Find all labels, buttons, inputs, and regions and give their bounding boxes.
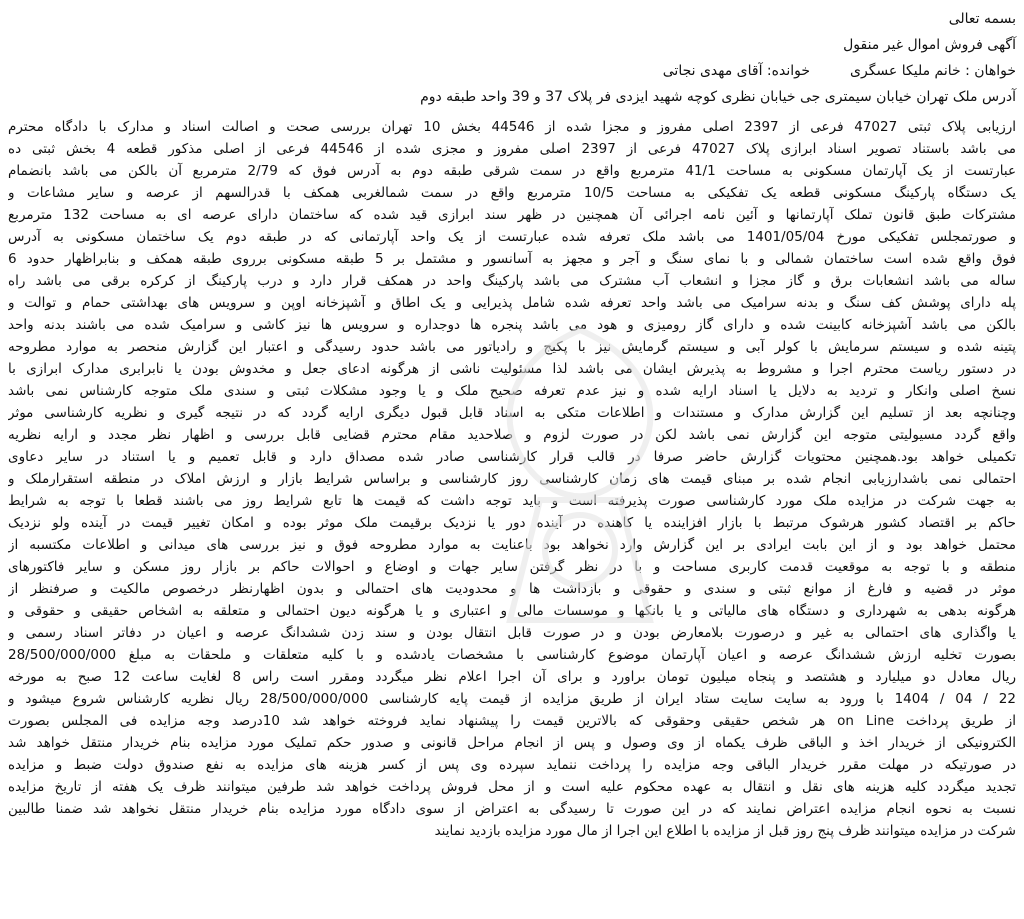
body-line: نسبت به نحوه انجام مزایده اعتراض نمایند که در این صورت تا رسیدگی به اعتراض از سوی دادگاه مورد مزایده بنام خریدار منتقل نخواهد شد ضمنا طالبین xyxy=(8,801,1016,817)
body-line: می باشد باستناد تصویر اسناد ابرازی پلاک 47027 فرعی از 2397 اصلی مفروز و مجزی شده از 44546 فرعی از اصلی مذکور قطعه 4 بخش ثبتی ده xyxy=(8,141,1016,157)
body-line: احتمالی نمی باشدارزیابی انجام شده بر مبنای قیمت های زمان کارشناسی روز کارشناسی و براساس شرایط بازار و ارزش املاک در منطقه استقرارملک و xyxy=(8,471,1016,487)
notice-title: آگهی فروش اموال غیر منقول xyxy=(843,37,1016,53)
defendant: خوانده: آقای مهدی نجاتی xyxy=(662,63,811,79)
body-line: وچنانچه بعد از تسلیم این گزارش مدارک و مستندات و اطلاعات متکی به اسناد قابل قبول دیگری ارایه گردد که در نتیجه گیری و نظریه کارشناسی موثر xyxy=(8,405,1016,421)
parties-line xyxy=(8,58,1016,84)
body-line: در دستور ریاست محترم اجرا و مشروط به پذیرش ایشان می باشد لذا مسئولیت ناشی از هرگونه ادعای جعل و مخدوش بودن یا نابرابری مدارک ابرازی با xyxy=(8,361,1016,377)
body-line: پله دارای پوشش کف سنگ و بدنه سرامیک می باشد واحد تعرفه شده شامل پذیرایی و یک اطاق و آشپزخانه اوپن و سرویس های بهداشتی حمام و توالت و xyxy=(8,295,1016,311)
body-line: فوق واقع شده است ساختمان شمالی و با نمای سنگ و آجر و مجهز به آسانسور و مشتمل بر 5 طبقه مسکونی برروی طبقه همکف و بنابراظهار حدود 6 xyxy=(8,251,1016,267)
body-line: منطقه و با توجه به موقعیت قدمت کاربری مساحت و با در نظر گرفتن سایر جهات و اوضاع و احوالات حاکم بر بازار روز مسکن و سایر فاکتورهای xyxy=(8,559,1016,575)
body-line: ساله می باشد انشعابات برق و گاز مجزا و انشعاب آب مشترک می باشد پارکینگ واحد در همکف قرار دارد و درب پارکینگ از کرکره برقی می باشد راه xyxy=(8,273,1016,289)
body-line: از طریق پرداخت on Line هر شخص حقیقی وحقوقی که بالاترین قیمت را پیشنهاد نماید فروخته خواهد شد 10درصد وجه مزایده فی المجلس بصورت xyxy=(8,713,1016,729)
body-line: ریال معادل دو میلیارد و هشتصد و پنجاه میلیون تومان براورد و برای آن اجرا اعلام نظر میگردد ومقرر است راس 8 لغایت ساعت 12 صبح به مورخه xyxy=(8,669,1016,685)
plaintiff: خواهان : خانم ملیکا عسگری xyxy=(850,63,1016,79)
body-line: و صورتمجلس تفکیکی مورخ 1401/05/04 می باشد ملک تعرفه شده عبارتست از یک واحد آپارتمانی که در طبقه دوم یک ساختمان مسکونی به آدرس xyxy=(8,229,1016,245)
body-line: تجدید میگردد کلیه هزینه های نقل و انتقال به عهده محکوم علیه است و از محل فروش پرداخت خواهد شد طرفین میتوانند ظرف یک هفته از تاریخ مزایده xyxy=(8,779,1016,795)
notice-body xyxy=(8,116,1016,842)
body-line: نسخ اصلی وانکار و تردید به دلایل یا اسناد ارایه شده و نیز عدم تعرفه صحیح ملک و یا وجود مشکلات ثبتی و سندی ملک متوجه کارشناس نمی باشد xyxy=(8,383,1016,399)
body-line: محتمل خواهد بود و از این بابت ایرادی بر این گزارش وارد نخواهد بود باعنایت به موارد مطروحه فوق و نیز بررسی های میدانی و اطلاعات مکتسبه از xyxy=(8,537,1016,553)
body-line: واقع گردد مسیولیتی متوجه این گزارش نمی باشد لکن در صورت لزوم و صلاحدید مقام محترم قضایی قابل بررسی و اظهار نظر مجدد و ارایه نظریه xyxy=(8,427,1016,443)
body-line: شرکت در مزایده میتوانند ظرف پنج روز قبل از مزایده با اطلاع این اجرا از مال مورد مزایده بازدید نمایند xyxy=(434,823,1016,839)
body-line: بالکن می باشد آشپزخانه کابینت شده و دارای گاز رومیزی و هود می باشد پنجره ها دوجداره و سرویس ها نیز کاشی و سرامیک شده می باشند بدنه واحد xyxy=(8,317,1016,333)
body-line: الکترونیکی از خریدار اخذ و الباقی ظرف یکماه از وی وصول و پس از انجام مراحل قانونی و صدور حکم تملیک مورد مزایده بنام خریدار منتقل خواهد شد xyxy=(8,735,1016,751)
property-address: آدرس ملک تهران خیابان سیمتری جی خیابان نظری کوچه شهید ایزدی فر پلاک 37 و 39 واحد طبقه دوم xyxy=(420,89,1016,105)
body-line: تکمیلی خواهد بود.همچنین محتویات گزارش حاضر صرفا در قالب قرار کارشناسی صادر شده مصداق دارد و قابل تعمیم و یا استناد در سایر دعاوی xyxy=(8,449,1016,465)
body-line: بصورت تخلیه ارزش ششدانگ عرصه و اعیان آپارتمان موضوع کارشناسی با مشخصات یادشده و با کلیه متعلقات و ملحقات به مبلغ 28/500/000/000 xyxy=(8,647,1016,663)
body-line: ارزیابی پلاک ثبتی 47027 فرعی از 2397 اصلی مفروز و مجزا شده از 44546 بخش 10 تهران بررسی صحت و اصالت اسناد و مدارک با دادگاه محترم xyxy=(8,119,1016,135)
body-line: هرگونه بدهی به شهرداری و دستگاه های مالیاتی و یا بانکها و موسسات مالی و اعتباری و یا هرگونه دیون احتمالی و متعلقه به اشخاص حقیقی و حقوقی و xyxy=(8,603,1016,619)
body-line: مشترکات طبق قانون تملک آپارتمانها و آئین نامه اجرائی آن همچنین در ظهر سند ابرازی قید شده که ساختمان دارای عرصه ای به مساحت 132 مترمربع xyxy=(8,207,1016,223)
body-line: موثر در قضیه و فارغ از موانع ثبتی و سندی و حقوقی و بازداشت ها و محدودیت های احتمالی و بدون اظهارنظر درخصوص مالکیت و صرفنظر از xyxy=(8,581,1016,597)
body-line: پتینه شده و سیستم سرمایش با کولر آبی و سیستم گرمایش نیز با پکیج و رادیاتور می باشد حدود رسیدگی و اعتبار این گزارش منحصر به موارد مطروحه xyxy=(8,339,1016,355)
basmala: بسمه تعالی xyxy=(948,11,1016,27)
body-line: یا واگذاری های احتمالی به غیر و درصورت بلامعارض بودن و در صورت قابل انتقال بودن و سند زدن ششدانگ عرصه و اعیان در دفاتر اسناد رسمی و xyxy=(8,625,1016,641)
body-line: در صورتیکه در مهلت مقرر خریدار الباقی وجه مزایده را پرداخت ننماید سپرده وی پس از کسر هزینه های مزایده به نفع صندوق دولت ضبط و مزایده xyxy=(8,757,1016,773)
body-line: به جهت شرکت در مزایده ملک مورد کارشناسی صورت پذیرفته است و باید توجه داشت که قیمت ها تابع شرایط روز می باشند قطعا با توجه به شرایط xyxy=(8,493,1016,509)
body-line: 22 / 04 / 1404 با ورود به سایت سایت ستاد ایران از طریق مزایده از قیمت پایه کارشناسی 28/500/000/000 ریال نظریه کارشناس شروع میشود و xyxy=(8,691,1016,707)
body-line: یک دستگاه پارکینگ مسکونی قطعه یک تفکیکی به مساحت 10/5 مترمربع واقع در سمت شمالغربی همکف با قدرالسهم از عرصه و سایر مشاعات و xyxy=(8,185,1016,201)
body-line: حاکم بر اقتصاد کشور هرشوک مرتبط با بازار افزاینده یا کاهنده در آینده دور یا نزدیک برقیمت ملک موثر بوده و امکان تغییر قیمت در آینده ولو نزدیک xyxy=(8,515,1016,531)
body-line: عبارتست از یک آپارتمان مسکونی به مساحت 41/1 مترمربع واقع در سمت شرقی طبقه دوم به آدرس فوق که 2/79 مترمربع آن بالکن می باشد بانضمام xyxy=(8,163,1016,179)
